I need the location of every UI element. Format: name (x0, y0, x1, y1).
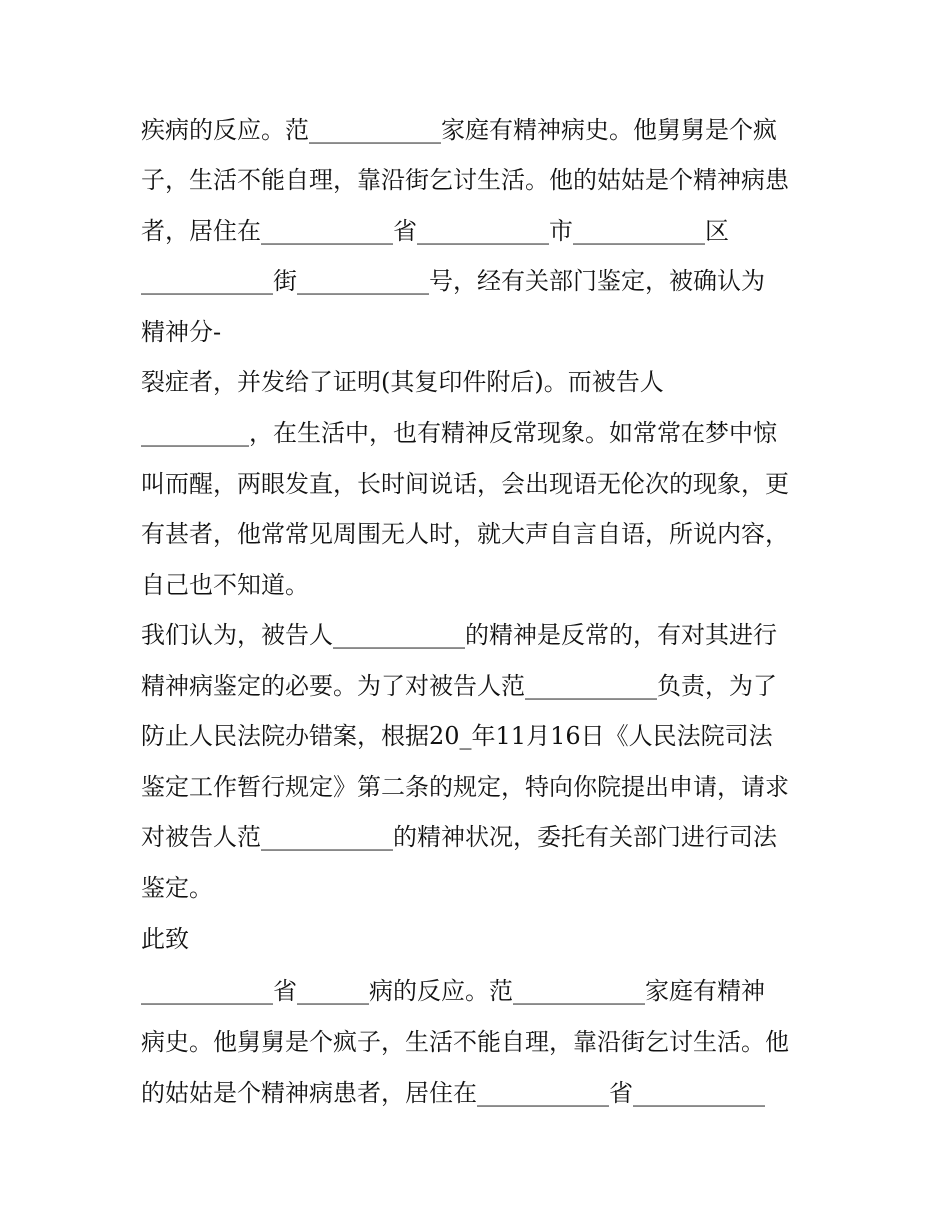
text-line: ___________省______病的反应。范___________家庭有精神 (141, 977, 765, 1005)
text-line: 自己也不知道。 (141, 571, 309, 599)
text-line: _________，在生活中，也有精神反常现象。如常常在梦中惊 (141, 419, 777, 447)
text-line: 者，居住在___________省___________市___________区 (141, 217, 729, 245)
text-line: ___________街___________号，经有关部门鉴定，被确认为 (141, 267, 765, 295)
text-line: 有甚者，他常常见周围无人时，就大声自言自语，所说内容， (141, 520, 789, 548)
text-line: 的姑姑是个精神病患者，居住在___________省___________ (141, 1079, 765, 1107)
text-line: 叫而醒，两眼发直，长时间说话，会出现语无伦次的现象，更 (141, 470, 789, 498)
text-line: 此致 (141, 925, 189, 953)
text-line: 子，生活不能自理，靠沿街乞讨生活。他的姑姑是个精神病患 (141, 166, 789, 194)
text-line: 对被告人范___________的精神状况，委托有关部门进行司法 (141, 823, 777, 851)
text-line: 精神病鉴定的必要。为了对被告人范___________负责，为了 (141, 672, 777, 700)
text-line: 防止人民法院办错案，根据20_年11月16日《人民法院司法 (141, 722, 773, 750)
text-line: 裂症者，并发给了证明(其复印件附后)。而被告人 (141, 368, 664, 396)
text-line: 疾病的反应。范___________家庭有精神病史。他舅舅是个疯 (141, 116, 777, 144)
text-line: 我们认为，被告人___________的精神是反常的，有对其进行 (141, 621, 777, 649)
text-line: 鉴定工作暂行规定》第二条的规定，特向你院提出申请，请求 (141, 773, 789, 801)
text-line: 鉴定。 (141, 874, 213, 902)
text-line: 病史。他舅舅是个疯子，生活不能自理，靠沿街乞讨生活。他 (141, 1028, 789, 1056)
text-line: 精神分- (141, 318, 222, 346)
